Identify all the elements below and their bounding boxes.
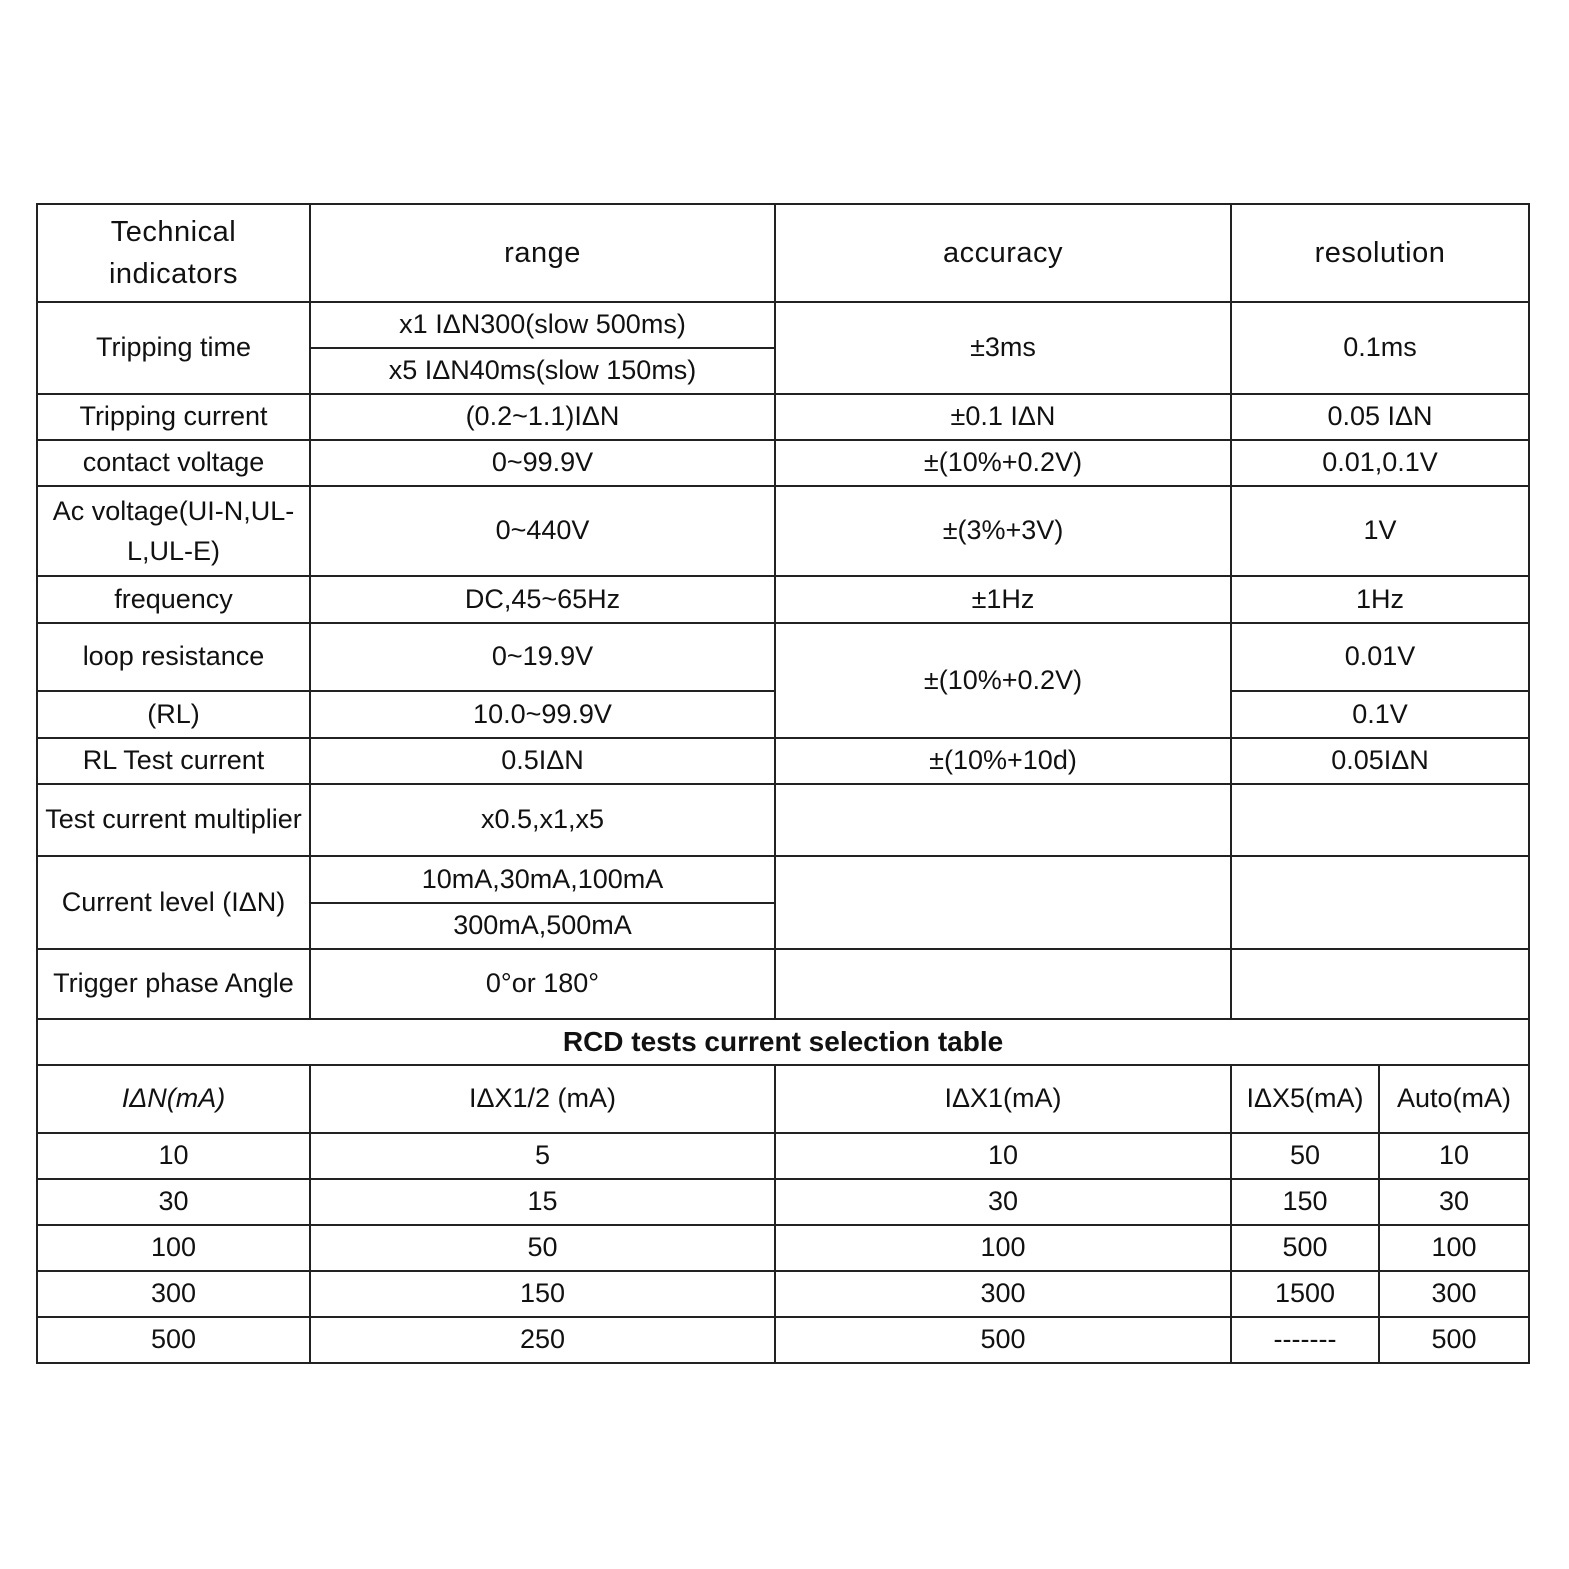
ac-voltage-resolution: 1V [1231, 486, 1529, 576]
table-cell: 100 [1379, 1225, 1529, 1271]
rl-test-current-range: 0.5IΔN [310, 738, 775, 784]
loop-resistance-range-2: 10.0~99.9V [310, 691, 775, 738]
rl-test-current-resolution: 0.05IΔN [1231, 738, 1529, 784]
table-cell: 10 [775, 1133, 1231, 1179]
frequency-range: DC,45~65Hz [310, 576, 775, 623]
loop-resistance-resolution-1: 0.01V [1231, 623, 1529, 691]
current-level-range-2: 300mA,500mA [310, 903, 775, 949]
table-cell: 100 [775, 1225, 1231, 1271]
ac-voltage-accuracy: ±(3%+3V) [775, 486, 1231, 576]
rcd-header-idn: IΔN(mA) [37, 1065, 310, 1133]
current-level-label: Current level (IΔN) [37, 856, 310, 949]
table-cell: 500 [1379, 1317, 1529, 1363]
header-accuracy: accuracy [775, 204, 1231, 302]
table-row [37, 1225, 1529, 1271]
rcd-table-title: RCD tests current selection table [37, 1019, 1529, 1065]
table-cell: 30 [37, 1179, 310, 1225]
tripping-time-range-2: x5 IΔN40ms(slow 150ms) [310, 348, 775, 394]
header-resolution: resolution [1231, 204, 1529, 302]
trigger-phase-label: Trigger phase Angle [37, 949, 310, 1019]
rcd-header-x1: IΔX1(mA) [775, 1065, 1231, 1133]
tripping-time-accuracy: ±3ms [775, 302, 1231, 394]
table-cell: 10 [37, 1133, 310, 1179]
frequency-resolution: 1Hz [1231, 576, 1529, 623]
rcd-title-row [37, 1019, 1529, 1065]
loop-resistance-range-1: 0~19.9V [310, 623, 775, 691]
table-cell: 500 [775, 1317, 1231, 1363]
empty-cell [1231, 856, 1529, 949]
loop-resistance-row [37, 623, 1529, 691]
table-cell: 150 [310, 1271, 775, 1317]
table-cell: 30 [1379, 1179, 1529, 1225]
empty-cell [775, 856, 1231, 949]
table-row [37, 1133, 1529, 1179]
trigger-phase-row [37, 949, 1529, 1019]
rl-test-current-row [37, 738, 1529, 784]
header-technical-indicators: Technical indicators [37, 204, 310, 302]
header-range: range [310, 204, 775, 302]
table-cell: 5 [310, 1133, 775, 1179]
table-cell: ------- [1231, 1317, 1379, 1363]
table-row [37, 1271, 1529, 1317]
tripping-time-row [37, 302, 1529, 348]
rcd-header-row [37, 1065, 1529, 1133]
table-cell: 10 [1379, 1133, 1529, 1179]
tripping-time-resolution: 0.1ms [1231, 302, 1529, 394]
contact-voltage-label: contact voltage [37, 440, 310, 486]
loop-resistance-label: loop resistance [37, 623, 310, 691]
table-cell: 50 [310, 1225, 775, 1271]
rl-test-current-accuracy: ±(10%+10d) [775, 738, 1231, 784]
table-cell: 500 [1231, 1225, 1379, 1271]
table-cell: 30 [775, 1179, 1231, 1225]
test-current-multiplier-label: Test current multiplier [37, 784, 310, 856]
table-cell: 150 [1231, 1179, 1379, 1225]
current-level-range-1: 10mA,30mA,100mA [310, 856, 775, 903]
table-cell: 500 [37, 1317, 310, 1363]
table-row [37, 1317, 1529, 1363]
table-cell: 100 [37, 1225, 310, 1271]
technical-indicators-table [36, 203, 1530, 1020]
table-cell: 15 [310, 1179, 775, 1225]
rcd-current-selection-table [36, 1018, 1530, 1364]
rcd-header-x5: IΔX5(mA) [1231, 1065, 1379, 1133]
rcd-header-x-half: IΔX1/2 (mA) [310, 1065, 775, 1133]
contact-voltage-range: 0~99.9V [310, 440, 775, 486]
tripping-current-range: (0.2~1.1)IΔN [310, 394, 775, 440]
table-row [37, 1179, 1529, 1225]
empty-cell [775, 784, 1231, 856]
trigger-phase-range: 0°or 180° [310, 949, 775, 1019]
tripping-time-range-1: x1 IΔN300(slow 500ms) [310, 302, 775, 348]
empty-cell [1231, 784, 1529, 856]
tripping-current-resolution: 0.05 IΔN [1231, 394, 1529, 440]
table-cell: 300 [1379, 1271, 1529, 1317]
table-cell: 250 [310, 1317, 775, 1363]
loop-resistance-resolution-2: 0.1V [1231, 691, 1529, 738]
tripping-current-label: Tripping current [37, 394, 310, 440]
contact-voltage-resolution: 0.01,0.1V [1231, 440, 1529, 486]
frequency-accuracy: ±1Hz [775, 576, 1231, 623]
loop-resistance-accuracy: ±(10%+0.2V) [775, 623, 1231, 738]
tripping-time-label: Tripping time [37, 302, 310, 394]
frequency-row [37, 576, 1529, 623]
rcd-header-auto: Auto(mA) [1379, 1065, 1529, 1133]
table-cell: 50 [1231, 1133, 1379, 1179]
loop-resistance-rl-label: (RL) [37, 691, 310, 738]
ac-voltage-label: Ac voltage(UI-N,UL-L,UL-E) [37, 486, 310, 576]
header-row [37, 204, 1529, 302]
contact-voltage-row [37, 440, 1529, 486]
table-cell: 1500 [1231, 1271, 1379, 1317]
empty-cell [1231, 949, 1529, 1019]
tripping-current-accuracy: ±0.1 IΔN [775, 394, 1231, 440]
test-current-multiplier-row [37, 784, 1529, 856]
table-cell: 300 [37, 1271, 310, 1317]
ac-voltage-row [37, 486, 1529, 576]
contact-voltage-accuracy: ±(10%+0.2V) [775, 440, 1231, 486]
table-cell: 300 [775, 1271, 1231, 1317]
test-current-multiplier-range: x0.5,x1,x5 [310, 784, 775, 856]
rl-test-current-label: RL Test current [37, 738, 310, 784]
tripping-current-row [37, 394, 1529, 440]
current-level-row [37, 856, 1529, 903]
ac-voltage-range: 0~440V [310, 486, 775, 576]
frequency-label: frequency [37, 576, 310, 623]
spec-sheet [36, 203, 1528, 1364]
empty-cell [775, 949, 1231, 1019]
